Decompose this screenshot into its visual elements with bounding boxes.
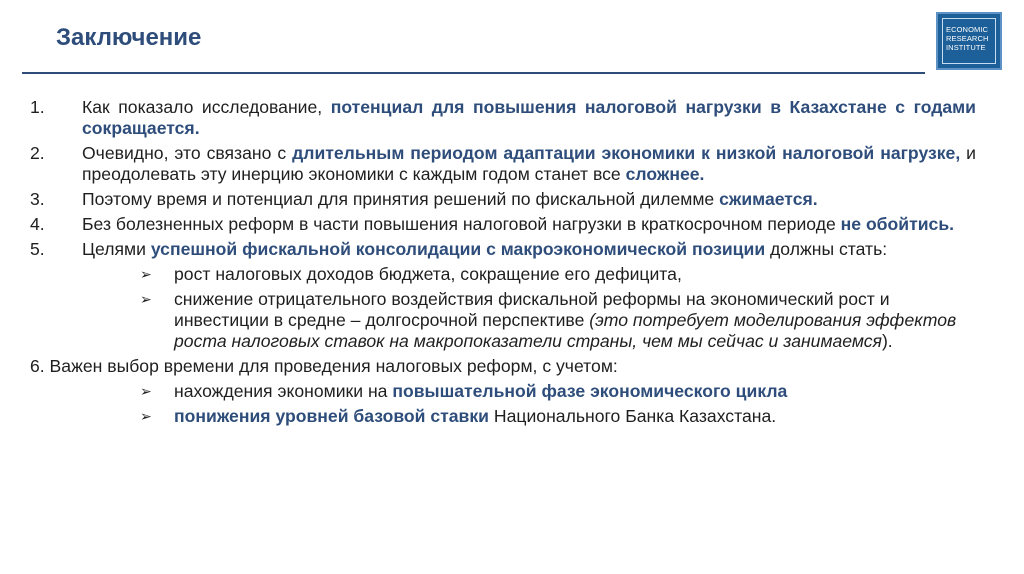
sub-list-item: ➢ нахождения экономики на повышательной фазе экономического цикла — [140, 381, 788, 401]
page-title: Заключение — [56, 24, 202, 51]
highlight: потенциал для повышения налоговой нагрузки в Казахстане с годами сокращается. — [82, 97, 976, 138]
title-divider — [22, 72, 925, 74]
highlight: длительным периодом адаптации экономики к низкой налоговой нагрузке, — [292, 143, 961, 163]
arrowhead-bullet-icon: ➢ — [140, 266, 152, 282]
logo-text: ECONOMIC RESEARCH INSTITUTE — [942, 18, 996, 64]
item-number: 5. — [30, 239, 45, 259]
list-item: 2. Очевидно, это связано с длительным периодом адаптации экономики к низкой налоговой нагрузке, и преодолевать эту инерцию экономики с каждым годом станет все сложнее. — [30, 143, 977, 184]
item-number: 4. — [30, 214, 45, 234]
sub-list-item: ➢ снижение отрицательного воздействия фискальной реформы на экономический рост и инвестиции в средне – долгосрочной перспективе (это потребует моделирования эффектов роста налоговых ставок на макропоказатели страны, чем мы сейчас и занимаемся). — [140, 289, 957, 351]
list-item: 3. Поэтому время и потенциал для принятия решений по фискальной дилемме сжимается. — [30, 189, 818, 209]
highlight: понижения уровней базовой ставки — [174, 406, 489, 426]
list-item: 1. Как показало исследование, потенциал для повышения налоговой нагрузки в Казахстане с годами сокращается. — [30, 97, 976, 138]
institute-logo — [936, 12, 1002, 70]
highlight: сложнее. — [625, 164, 705, 184]
sub-list-item: ➢ понижения уровней базовой ставки Национального Банка Казахстана. — [140, 406, 777, 426]
item-number: 3. — [30, 189, 45, 209]
arrowhead-bullet-icon: ➢ — [140, 291, 152, 307]
list-item: 5. Целями успешной фискальной консолидации с макроэкономической позиции должны стать: — [30, 239, 888, 259]
highlight: сжимается. — [719, 189, 818, 209]
sub-list-item: ➢ рост налоговых доходов бюджета, сокращение его дефицита, — [140, 264, 682, 284]
highlight: не обойтись. — [840, 214, 955, 234]
highlight: успешной фискальной консолидации с макроэкономической позиции — [150, 239, 766, 259]
highlight: повышательной фазе экономического цикла — [392, 381, 788, 401]
conclusion-list — [30, 97, 976, 431]
arrowhead-bullet-icon: ➢ — [140, 383, 152, 399]
italic-note: (это потребует моделирования эффектов роста налоговых ставок на макропоказатели страны, чем мы сейчас и занимаемся — [174, 310, 957, 351]
item-number: 1. — [30, 97, 45, 117]
arrowhead-bullet-icon: ➢ — [140, 408, 152, 424]
list-item: 4. Без болезненных реформ в части повышения налоговой нагрузки в краткосрочном периоде не обойтись. — [30, 214, 955, 234]
item-number: 2. — [30, 143, 45, 163]
list-item: 6. Важен выбор времени для проведения налоговых реформ, с учетом: — [30, 356, 618, 376]
